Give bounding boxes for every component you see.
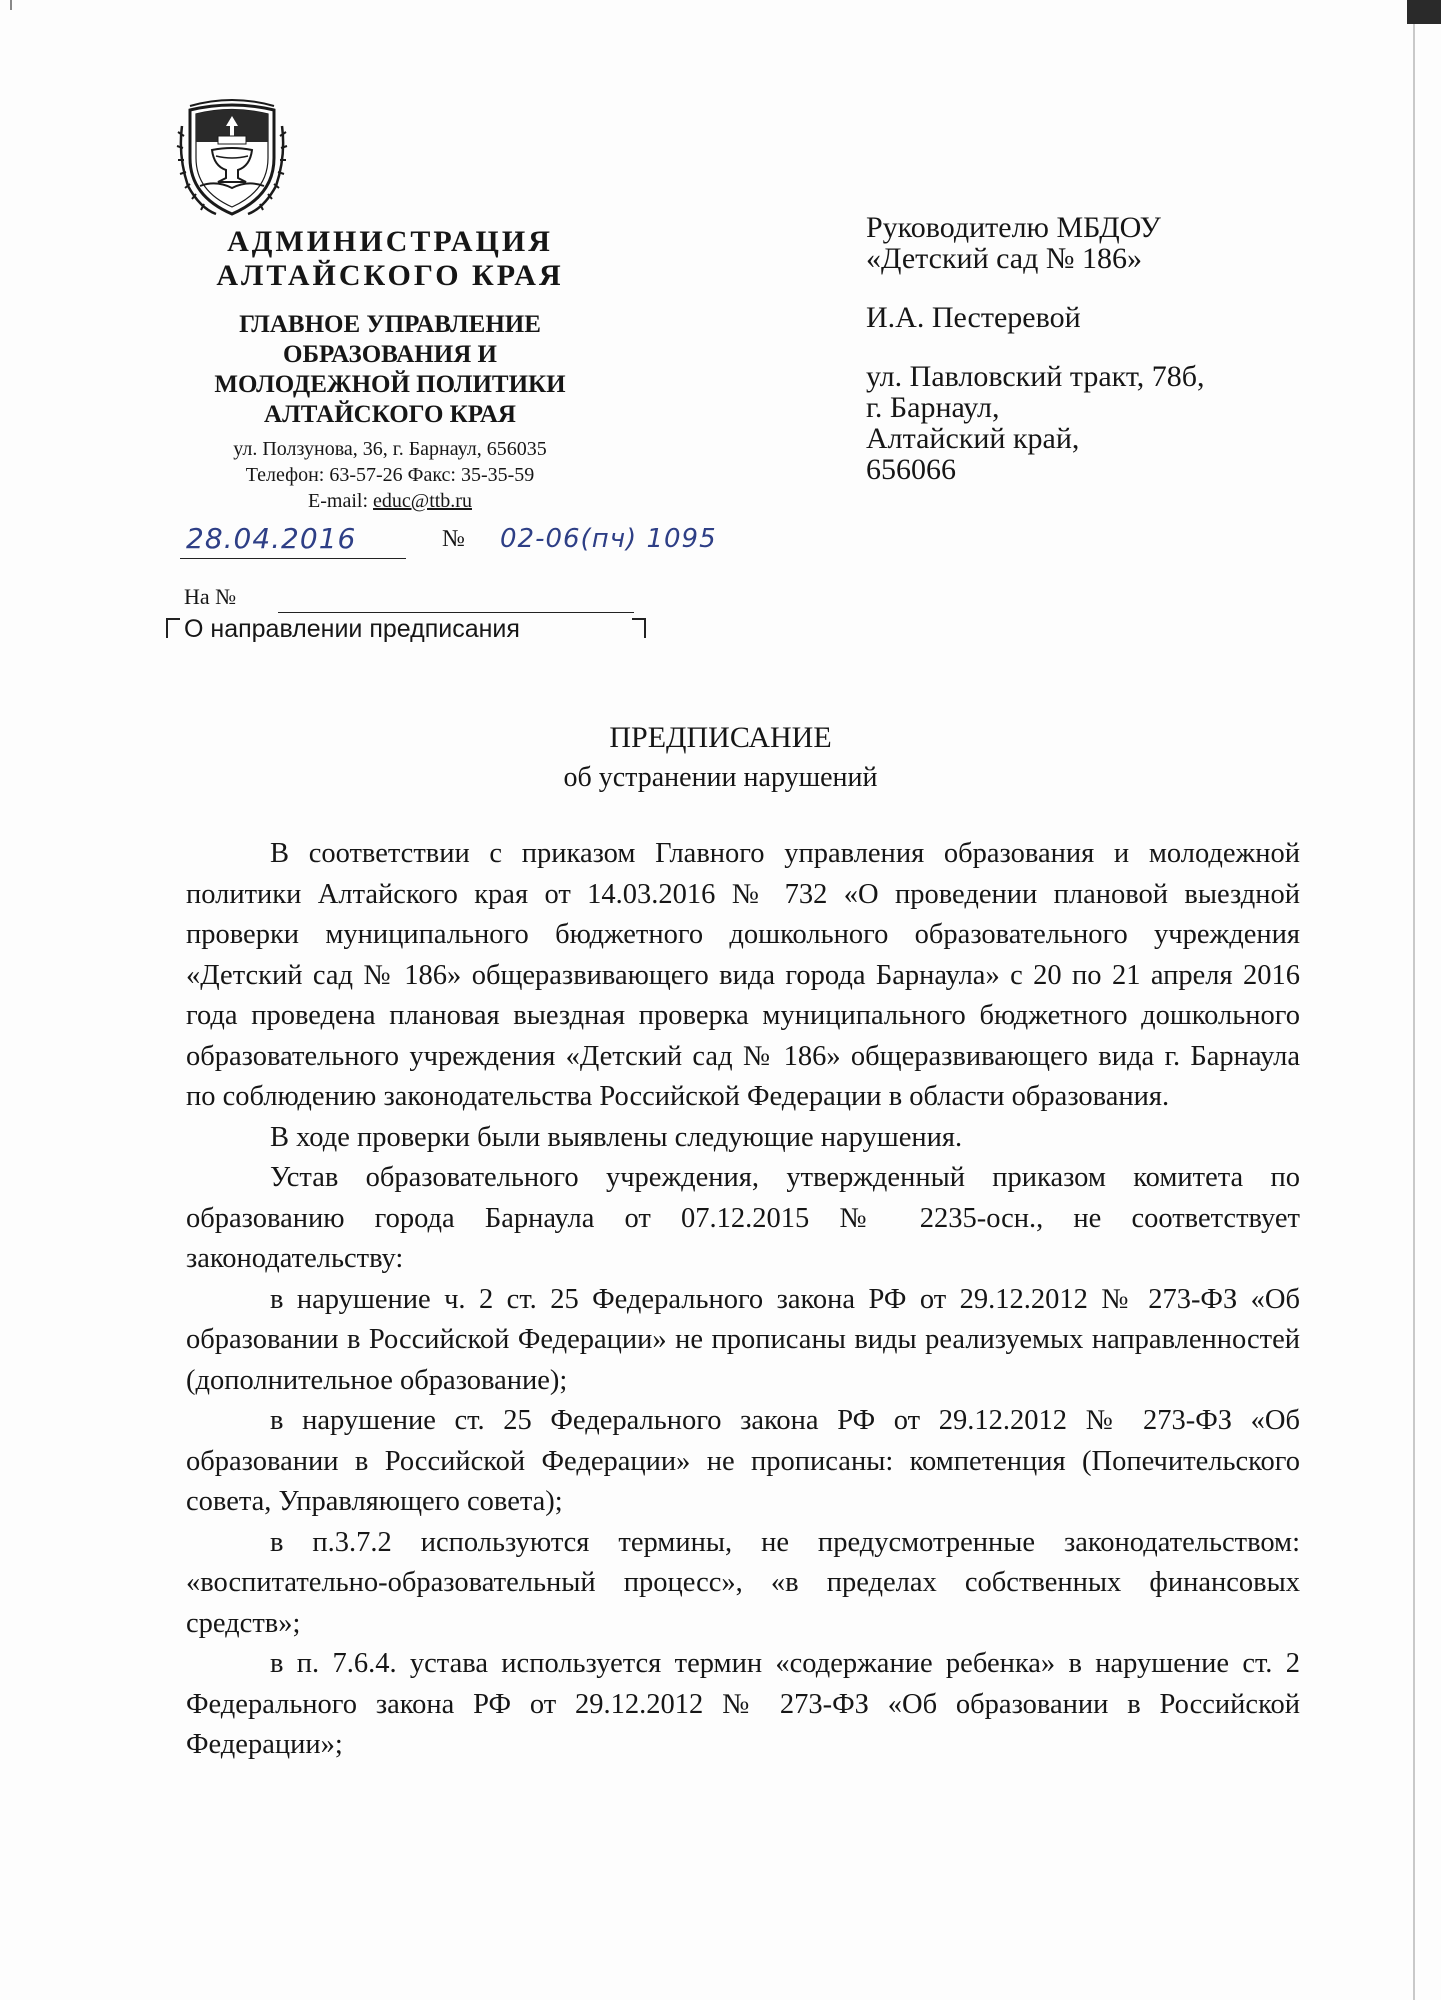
document-subtitle: об устранении нарушений [563,762,878,793]
addressee-line-6: Алтайский край, [866,422,1080,455]
body-paragraph-7: в п. 7.6.4. устава используется термин «содержание ребенка» в нарушение ст. 2 Федерального закона РФ от 29.12.2012 № 273-ФЗ «Об образовании в Российской Федерации»; [186,1648,1300,1760]
sender-dept-line-2: ОБРАЗОВАНИЯ И [283,341,497,368]
subject-line [166,610,646,648]
sender-dept-line-4: АЛТАЙСКОГО КРАЯ [264,401,516,428]
body-paragraph-2: В ходе проверки были выявлены следующие нарушения. [270,1121,963,1153]
sender-phone: Телефон: 63-57-26 Факс: 35-35-59 [245,464,535,486]
body-paragraph-4: в нарушение ч. 2 ст. 25 Федерального закона РФ от 29.12.2012 № 273-ФЗ «Об образовании в Российской Федерации» не прописаны виды реализуемых направленностей (дополнительное образование); [186,1283,1300,1396]
sender-email-line [160,488,620,514]
body-paragraph-3: Устав образовательного учреждения, утвержденный приказом комитета по образованию города Барнаула от 07.12.2015 № 2235-осн., не соответствует законодательству: [186,1162,1300,1274]
sender-email: educ@ttb.ru [373,490,472,512]
sender-dept-line-3: МОЛОДЕЖНОЙ ПОЛИТИКИ [214,371,566,398]
sender-email-label: E-mail: [308,490,374,512]
subject-bracket-left [166,618,180,638]
addressee-line-3: И.А. Пестеревой [866,301,1081,334]
sender-address: ул. Ползунова, 36, г. Барнаул, 656035 [233,438,547,460]
sender-admin-line-1: АДМИНИСТРАЦИЯ [227,225,553,258]
registration-row [180,522,740,562]
scan-corner-tick [10,0,17,10]
body-paragraph-5: в нарушение ст. 25 Федерального закона РФ от 29.12.2012 № 273-ФЗ «Об образовании в Российской Федерации» не прописаны: компетенция (Попечительского совета, Управляющего совета); [186,1405,1300,1517]
addressee-line-7: 656066 [866,453,956,486]
body-paragraph-1: В соответствии с приказом Главного управления образования и молодежной политики Алтайского края от 14.03.2016 № 732 «О проведении плановой выездной проверки муниципального бюджетного дошкольного образовательного учреждения «Детский сад № 186» общеразвивающего вида города Барнаула» с 20 по 21 апреля 2016 года проведена плановая выездная проверка муниципального бюджетного дошкольного образовательного учреждения «Детский сад № 186» общеразвивающего вида г. Барнаула по соблюдению законодательства Российской Федерации в области образования. [186,838,1300,1112]
sender-dept-line-1: ГЛАВНОЕ УПРАВЛЕНИЕ [239,311,541,338]
registration-number: 02-06(пч) 1095 [500,524,717,554]
body-paragraph-6: в п.3.7.2 используются термины, не предусмотренные законодательством: «воспитательно-образовательный процесс», «в пределах собственных финансовых средств»; [186,1526,1300,1639]
addressee-block [866,212,1346,485]
document-title: ПРЕДПИСАНИЕ [609,721,832,754]
addressee-line-2: «Детский сад № 186» [866,242,1143,275]
document-body [186,834,1300,1766]
addressee-line-1: Руководителю МБДОУ [866,211,1161,244]
reply-reference-label: На № [184,584,237,609]
registration-date: 28.04.2016 [180,522,406,559]
coat-of-arms-icon [176,96,288,220]
sender-admin-line-2: АЛТАЙСКОГО КРАЯ [216,259,564,292]
registration-number-label: № [442,526,465,552]
addressee-line-5: г. Барнаул, [866,391,1000,424]
addressee-line-4: ул. Павловский тракт, 78б, [866,360,1205,393]
scan-edge-line [1413,0,1415,2000]
scan-corner-mark [1407,0,1441,24]
subject-bracket-right [632,618,646,638]
subject-text: О направлении предписания [184,615,520,643]
